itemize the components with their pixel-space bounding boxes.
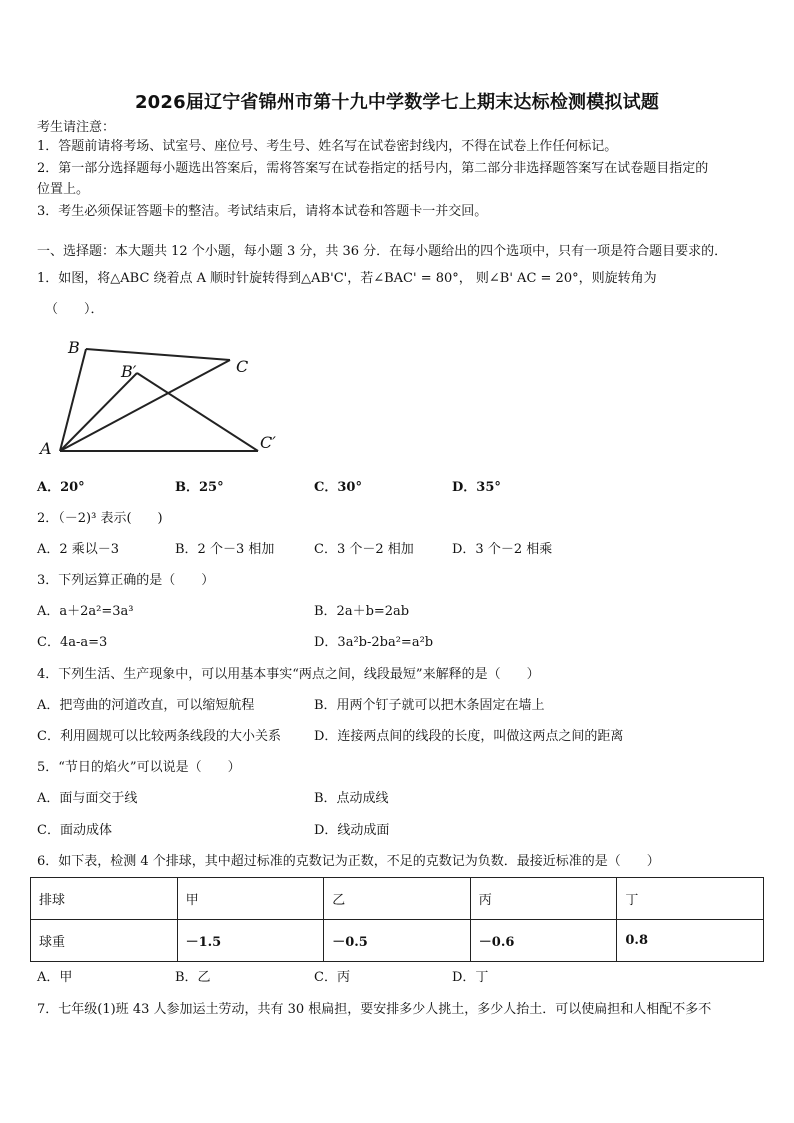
table-row bbox=[31, 878, 764, 920]
q3-option-d: D．3a²b-2ba²=a²b bbox=[314, 635, 434, 650]
q6-option-c: C．丙 bbox=[314, 970, 350, 985]
q4-option-b: B．用两个钉子就可以把木条固定在墙上 bbox=[314, 698, 545, 713]
q6-option-b: B．乙 bbox=[175, 970, 211, 985]
notice-item-2: 2．第一部分选择题每小题选出答案后，需将答案写在试卷指定的括号内，第二部分非选择题答案写在试卷题目指定的 bbox=[37, 161, 709, 176]
table-cell: －1.5 bbox=[177, 920, 324, 962]
q2-option-a: A．2 乘以－3 bbox=[37, 542, 120, 557]
label-A: A bbox=[40, 439, 52, 458]
q4-stem: 4．下列生活、生产现象中，可以用基本事实“两点之间，线段最短”来解释的是（ ） bbox=[37, 667, 540, 682]
q6-stem: 6．如下表，检测 4 个排球，其中超过标准的克数记为正数，不足的克数记为负数．最接近标准的是（ ） bbox=[37, 854, 660, 869]
label-C: C bbox=[236, 357, 249, 376]
segment-AC bbox=[60, 360, 230, 451]
q1-stem: 1．如图，将△ABC 绕着点 A 顺时针旋转得到△AB'C'，若∠BAC' = 80°， 则∠B' AC = 20°，则旋转角为 bbox=[37, 271, 657, 286]
q3-option-a: A．a＋2a²=3a³ bbox=[37, 604, 134, 619]
q2-stem: 2．（－2)³ 表示( ) bbox=[37, 511, 163, 526]
label-B-prime: B′ bbox=[121, 362, 137, 381]
q5-option-a: A．面与面交于线 bbox=[37, 791, 138, 806]
q5-option-c: C．面动成体 bbox=[37, 823, 112, 838]
table-header-cell: 乙 bbox=[324, 878, 471, 920]
table-cell: 0.8 bbox=[617, 920, 764, 962]
q2-option-c: C．3 个－2 相加 bbox=[314, 542, 414, 557]
q2-option-b: B．2 个－3 相加 bbox=[175, 542, 275, 557]
q5-stem: 5．“节日的焰火”可以说是（ ） bbox=[37, 760, 241, 775]
q3-stem: 3．下列运算正确的是（ ） bbox=[37, 573, 215, 588]
table-header-cell: 排球 bbox=[31, 878, 178, 920]
q5-option-b: B．点动成线 bbox=[314, 791, 389, 806]
q1-option-b: B．25° bbox=[175, 480, 224, 495]
notice-heading: 考生请注意： bbox=[37, 120, 116, 135]
table-header-cell: 丁 bbox=[617, 878, 764, 920]
q1-option-c: C．30° bbox=[314, 480, 362, 495]
label-B: B bbox=[68, 338, 80, 357]
q1-bracket: （ ）． bbox=[45, 302, 104, 317]
q6-table bbox=[30, 877, 764, 962]
page-title: 2026届辽宁省锦州市第十九中学数学七上期末达标检测模拟试题 bbox=[134, 92, 660, 113]
q7-stem: 7．七年级(1)班 43 人参加运土劳动，共有 30 根扁担，要安排多少人挑土，多少人抬土．可以使扁担和人相配不多不 bbox=[37, 1002, 712, 1017]
q6-option-d: D．丁 bbox=[452, 970, 489, 985]
segment-AB bbox=[60, 349, 86, 451]
table-header-cell: 丙 bbox=[470, 878, 617, 920]
q5-option-d: D．线动成面 bbox=[314, 823, 390, 838]
q1-option-d: D．35° bbox=[452, 480, 501, 495]
q2-option-d: D．3 个－2 相乘 bbox=[452, 542, 553, 557]
q1-triangle-figure bbox=[34, 330, 294, 460]
table-cell: 球重 bbox=[31, 920, 178, 962]
q3-option-c: C．4a-a=3 bbox=[37, 635, 108, 650]
q4-option-a: A．把弯曲的河道改直，可以缩短航程 bbox=[37, 698, 255, 713]
notice-item-3: 3．考生必须保证答题卡的整洁。考试结束后，请将本试卷和答题卡一并交回。 bbox=[37, 204, 488, 219]
segment-B-prime-C-prime bbox=[137, 373, 258, 451]
label-C-prime: C′ bbox=[260, 433, 276, 452]
q1-option-a: A．20° bbox=[37, 480, 85, 495]
q4-option-c: C．利用圆规可以比较两条线段的大小关系 bbox=[37, 729, 281, 744]
table-cell: －0.5 bbox=[324, 920, 471, 962]
q3-option-b: B．2a＋b=2ab bbox=[314, 604, 410, 619]
section-heading: 一、选择题：本大题共 12 个小题，每小题 3 分，共 36 分．在每小题给出的四个选项中，只有一项是符合题目要求的． bbox=[37, 244, 728, 259]
q4-option-d: D．连接两点间的线段的长度，叫做这两点之间的距离 bbox=[314, 729, 624, 744]
segment-AB-prime bbox=[60, 373, 137, 451]
q6-option-a: A．甲 bbox=[37, 970, 73, 985]
table-cell: －0.6 bbox=[470, 920, 617, 962]
table-row bbox=[31, 920, 764, 962]
notice-item-1: 1．答题前请将考场、试室号、座位号、考生号、姓名写在试卷密封线内，不得在试卷上作任何标记。 bbox=[37, 139, 618, 154]
notice-item-2-cont: 位置上。 bbox=[37, 182, 90, 197]
segment-BC bbox=[86, 349, 230, 360]
table-header-cell: 甲 bbox=[177, 878, 324, 920]
